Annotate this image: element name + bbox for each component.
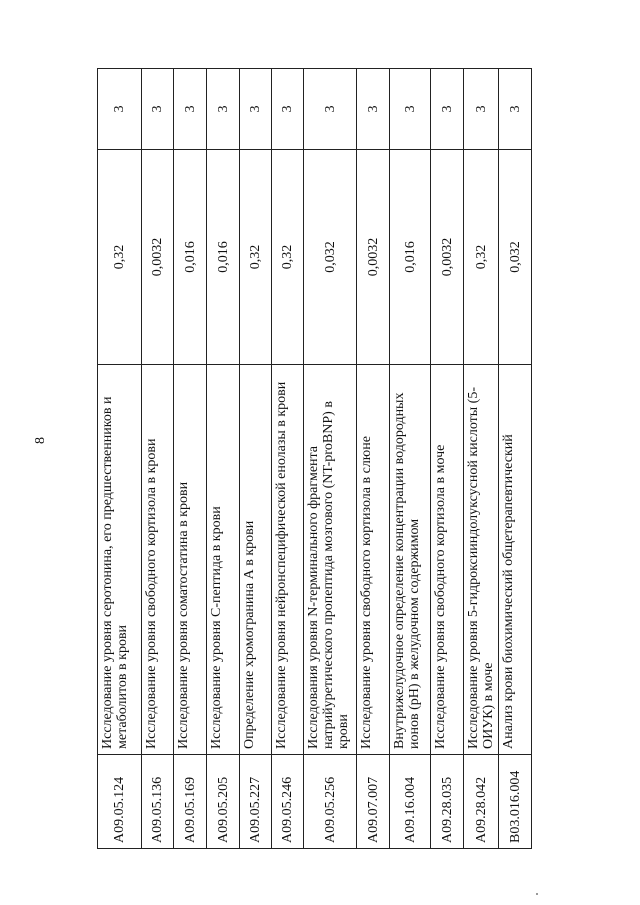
service-name-cell: Исследование уровня свободного кортизола в моче (431, 365, 464, 755)
service-code-cell: A09.07.007 (357, 755, 390, 849)
table-body (98, 69, 532, 849)
value-cell: 0,32 (272, 150, 304, 365)
frequency-cell: 3 (207, 69, 240, 150)
table-row (464, 69, 499, 849)
service-code-cell: A09.05.227 (240, 755, 272, 849)
table-row (174, 69, 207, 849)
value-cell: 0,32 (240, 150, 272, 365)
service-name-cell: Исследование уровня соматостатина в крови (174, 365, 207, 755)
value-cell: 0,032 (499, 150, 532, 365)
value-cell: 0,016 (207, 150, 240, 365)
frequency-cell: 3 (431, 69, 464, 150)
frequency-cell: 3 (304, 69, 357, 150)
service-code-cell: A09.05.136 (142, 755, 174, 849)
scan-speck (536, 893, 538, 895)
service-name-cell: Исследование уровня нейронспецифической енолазы в крови (272, 365, 304, 755)
frequency-cell: 3 (142, 69, 174, 150)
frequency-cell: 3 (174, 69, 207, 150)
service-name-cell: Исследования уровня N-терминального фрагмента натрийуретического пропептида мозгового (NT-proBNP) в крови (304, 365, 357, 755)
services-table (97, 68, 532, 849)
table-row (207, 69, 240, 849)
table-row (431, 69, 464, 849)
table-row (499, 69, 532, 849)
frequency-cell: 3 (464, 69, 499, 150)
service-name-cell: Исследование уровня серотонина, его предшественников и метаболитов в крови (98, 365, 142, 755)
service-code-cell: A09.28.035 (431, 755, 464, 849)
service-code-cell: A09.05.124 (98, 755, 142, 849)
value-cell: 0,032 (304, 150, 357, 365)
service-name-cell: Анализ крови биохимический общетерапевтический (499, 365, 532, 755)
service-name-cell: Исследование уровня 5-гидроксииндолуксусной кислоты (5-ОИУК) в моче (464, 365, 499, 755)
table-row (304, 69, 357, 849)
service-name-cell: Исследование уровня С-пептида в крови (207, 365, 240, 755)
value-cell: 0,0032 (431, 150, 464, 365)
table-row (240, 69, 272, 849)
table-row (357, 69, 390, 849)
service-code-cell: A09.05.205 (207, 755, 240, 849)
service-code-cell: B03.016.004 (499, 755, 532, 849)
service-code-cell: A09.05.246 (272, 755, 304, 849)
service-name-cell: Исследование уровня свободного кортизола в крови (142, 365, 174, 755)
service-name-cell: Внутрижелудочное определение концентрации водородных ионов (pH) в желудочном содержимом (390, 365, 431, 755)
table-row (272, 69, 304, 849)
rotated-table-container (97, 69, 523, 849)
frequency-cell: 3 (272, 69, 304, 150)
frequency-cell: 3 (499, 69, 532, 150)
page-number: 8 (33, 437, 48, 444)
table-row (98, 69, 142, 849)
frequency-cell: 3 (357, 69, 390, 150)
frequency-cell: 3 (240, 69, 272, 150)
frequency-cell: 3 (98, 69, 142, 150)
value-cell: 0,016 (174, 150, 207, 365)
service-code-cell: A09.28.042 (464, 755, 499, 849)
service-name-cell: Исследование уровня свободного кортизола в слюне (357, 365, 390, 755)
service-code-cell: A09.05.169 (174, 755, 207, 849)
value-cell: 0,32 (98, 150, 142, 365)
value-cell: 0,0032 (142, 150, 174, 365)
service-code-cell: A09.05.256 (304, 755, 357, 849)
value-cell: 0,0032 (357, 150, 390, 365)
service-name-cell: Определение хромогранина А в крови (240, 365, 272, 755)
table-row (390, 69, 431, 849)
frequency-cell: 3 (390, 69, 431, 150)
value-cell: 0,016 (390, 150, 431, 365)
value-cell: 0,32 (464, 150, 499, 365)
table-row (142, 69, 174, 849)
service-code-cell: A09.16.004 (390, 755, 431, 849)
